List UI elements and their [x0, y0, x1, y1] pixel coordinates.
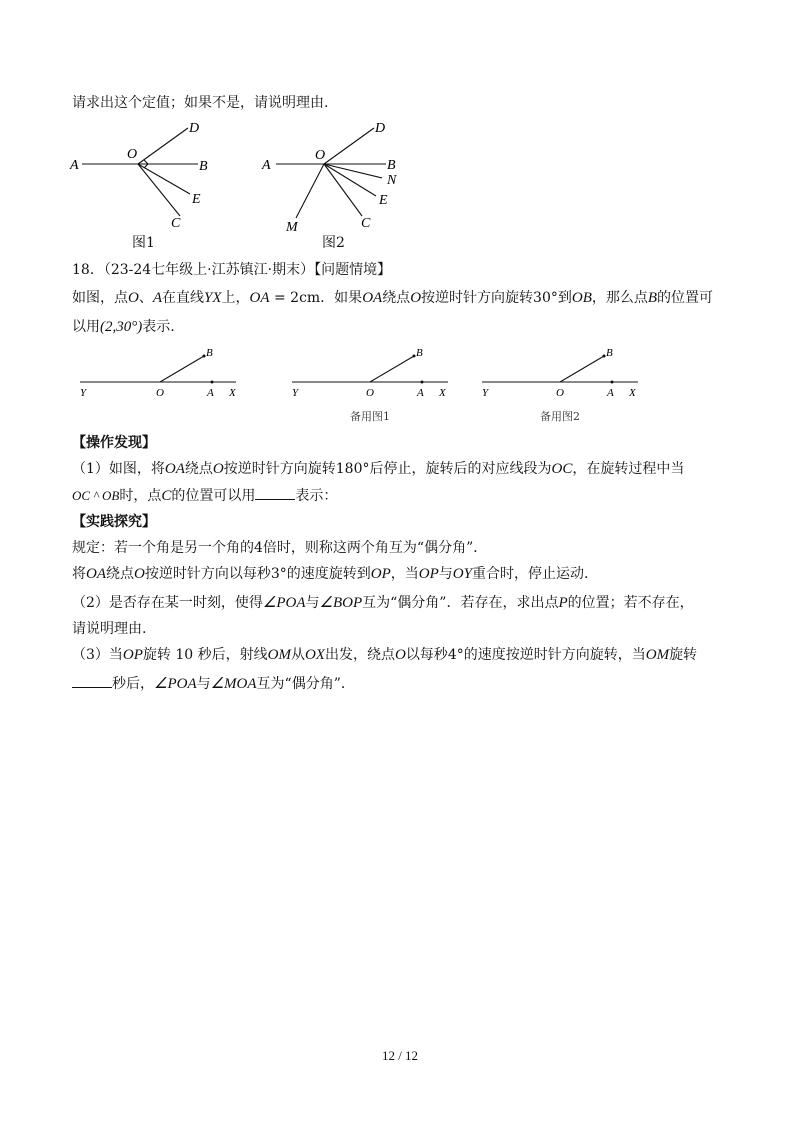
fig2-label-b: B: [387, 158, 396, 173]
fig2-label-a: A: [262, 158, 271, 173]
fig1-caption: 图1: [132, 235, 155, 251]
q18-part2-line1: （2）是否存在某一时刻，使得∠POA与∠BOP互为“偶分角”．若存在，求出点P的位置；若不存在，: [72, 595, 694, 611]
fig1-label-c: C: [171, 216, 181, 228]
fig1-label-o: O: [127, 147, 138, 162]
q18-paragraph-2: 以用(2,30°)表示.: [72, 319, 175, 335]
svg-text:O: O: [366, 387, 374, 399]
svg-text:Y: Y: [292, 387, 299, 399]
svg-text:Y: Y: [482, 387, 489, 399]
svg-text:B: B: [606, 347, 613, 359]
q17-figure-1: [68, 116, 238, 228]
svg-text:Y: Y: [80, 387, 87, 399]
q18-part1-line2: OC ^ OB时，点C的位置可以用 表示：: [72, 488, 338, 504]
svg-text:B: B: [416, 347, 423, 359]
fig1-label-d: D: [189, 121, 200, 136]
fig2-caption: 图2: [322, 235, 345, 251]
svg-text:A: A: [417, 387, 424, 399]
q18-figure-backup-2: [478, 340, 658, 400]
fig2-label-c: C: [361, 216, 371, 231]
svg-text:X: X: [629, 387, 636, 399]
svg-text:O: O: [556, 387, 564, 399]
q18-part2-line2: 请说明理由.: [72, 621, 147, 637]
q18-paragraph-1: 如图，点O、A在直线YX上，OA = 2cm．如果OA绕点O按逆时针方向旋转30°到OB，那么点B的位置可: [72, 290, 714, 306]
q17-text-line: 请求出这个定值；如果不是，请说明理由.: [72, 95, 329, 111]
fig2-label-m: M: [286, 220, 298, 234]
fig2-label-o: O: [315, 148, 326, 163]
svg-text:A: A: [607, 387, 614, 399]
q18-part1-line1: （1）如图，将OA绕点O按逆时针方向旋转180°后停止，旋转后的对应线段为OC，在旋转过程中当: [72, 461, 685, 477]
fig2-label-d: D: [375, 121, 386, 136]
backup-figure-2-caption: 备用图2: [540, 410, 580, 423]
q18-part3-line1: （3）当OP旋转 10 秒后，射线OM从OX出发，绕点O以每秒4°的速度按逆时针方向旋转，当OM旋转: [72, 647, 698, 663]
q18-figure-backup-1: [288, 340, 468, 400]
svg-text:X: X: [229, 387, 236, 399]
svg-text:A: A: [207, 387, 214, 399]
fig2-label-n: N: [387, 173, 397, 188]
fig2-label-e: E: [379, 193, 388, 208]
fig1-label-e: E: [192, 192, 201, 207]
backup-figure-1-caption: 备用图1: [350, 410, 390, 423]
answer-blank-2[interactable]: [72, 675, 112, 688]
q17-figure-2: [258, 116, 408, 234]
section-practice-exploration: 【实践探究】: [72, 514, 156, 530]
svg-text:B: B: [206, 347, 213, 359]
section-operation-discovery: 【操作发现】: [72, 435, 156, 451]
fig1-label-b: B: [199, 159, 208, 174]
answer-blank-1[interactable]: [255, 487, 295, 500]
rule-definition: 规定：若一个角是另一个角的4倍时，则称这两个角互为“偶分角”．: [72, 540, 488, 556]
q18-header: 18．（23-24七年级上·江苏镇江·期末）【问题情境】: [72, 262, 392, 278]
svg-text:O: O: [156, 387, 164, 399]
q18-part3-line2: 秒后，∠POA与∠MOA互为“偶分角”．: [72, 675, 355, 693]
q18-rotation-setup: 将OA绕点O按逆时针方向以每秒3°的速度旋转到OP，当OP与OY重合时，停止运动.: [72, 566, 589, 582]
fig1-label-a: A: [70, 158, 79, 173]
svg-text:X: X: [439, 387, 446, 399]
q18-figure-main: [76, 340, 256, 400]
page-number: 12 / 12: [381, 1048, 419, 1063]
